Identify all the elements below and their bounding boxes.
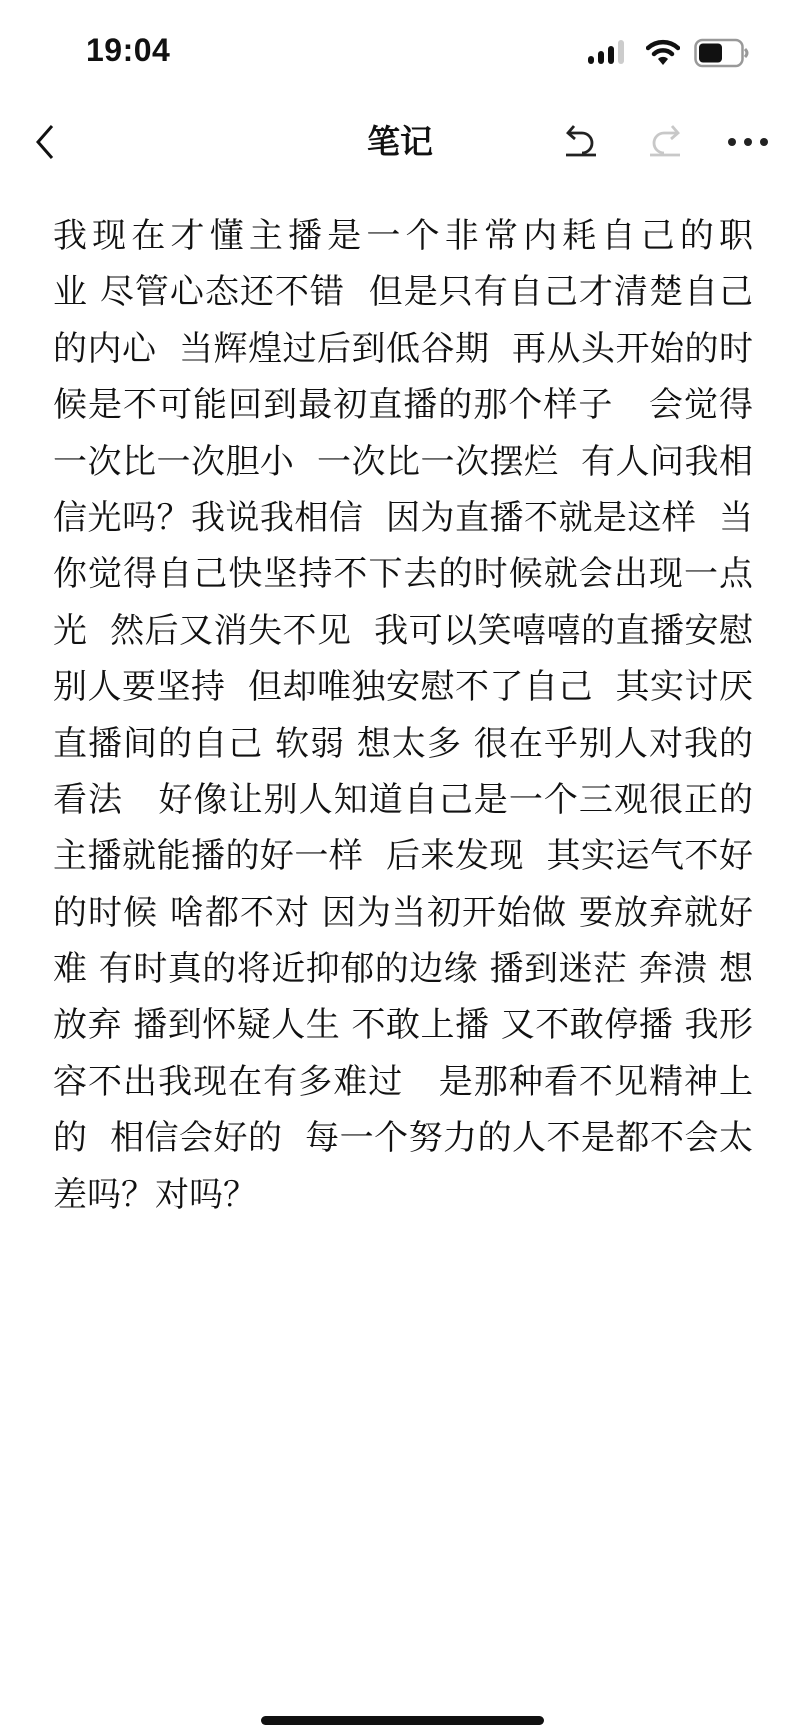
- cellular-signal-icon: [588, 40, 628, 66]
- note-line: 的内心 当辉煌过后到低谷期 再从头开始的时: [53, 328, 753, 369]
- note-line: 主播就能播的好一样 后来发现 其实运气不好: [53, 836, 753, 877]
- wifi-icon: [646, 38, 680, 66]
- undo-icon[interactable]: [562, 122, 600, 162]
- note-line: 候是不可能回到最初直播的那个样子 会觉得: [53, 385, 753, 426]
- note-line: 我现在才懂主播是一个非常内耗自己的职: [53, 216, 753, 256]
- more-icon[interactable]: [724, 122, 772, 162]
- note-line: 信光吗？我说我相信 因为直播不就是这样 当: [53, 497, 753, 538]
- battery-icon: [694, 38, 750, 68]
- status-time: 19:04: [86, 32, 171, 68]
- note-line: 业 尽管心态还不错 但是只有自己才清楚自己: [53, 272, 753, 313]
- note-line: 的时候 啥都不对 因为当初开始做 要放弃就好: [53, 892, 753, 933]
- note-line: 的 相信会好的 每一个努力的人不是都不会太: [53, 1118, 753, 1159]
- home-indicator[interactable]: [261, 1716, 544, 1725]
- note-line: 看法 好像让别人知道自己是一个三观很正的: [53, 779, 753, 820]
- note-body[interactable]: [53, 208, 753, 1223]
- note-line: 难 有时真的将近抑郁的边缘 播到迷茫 奔溃 想: [53, 949, 753, 990]
- redo-icon: [646, 122, 684, 162]
- note-line: 容不出我现在有多难过 是那种看不见精神上: [53, 1061, 753, 1102]
- page-title: 笔记: [367, 122, 433, 161]
- note-line: 直播间的自己 软弱 想太多 很在乎别人对我的: [53, 723, 753, 764]
- note-line: 光 然后又消失不见 我可以笑嘻嘻的直播安慰: [53, 610, 753, 651]
- note-line: 一次比一次胆小 一次比一次摆烂 有人问我相: [53, 441, 753, 482]
- note-line: 别人要坚持 但却唯独安慰不了自己 其实讨厌: [53, 667, 753, 708]
- note-line: 你觉得自己快坚持不下去的时候就会出现一点: [53, 554, 753, 595]
- note-line: 放弃 播到怀疑人生 不敢上播 又不敢停播 我形: [53, 1005, 753, 1046]
- nav-bar: [0, 112, 800, 172]
- note-line: 差吗？对吗？: [53, 1174, 257, 1215]
